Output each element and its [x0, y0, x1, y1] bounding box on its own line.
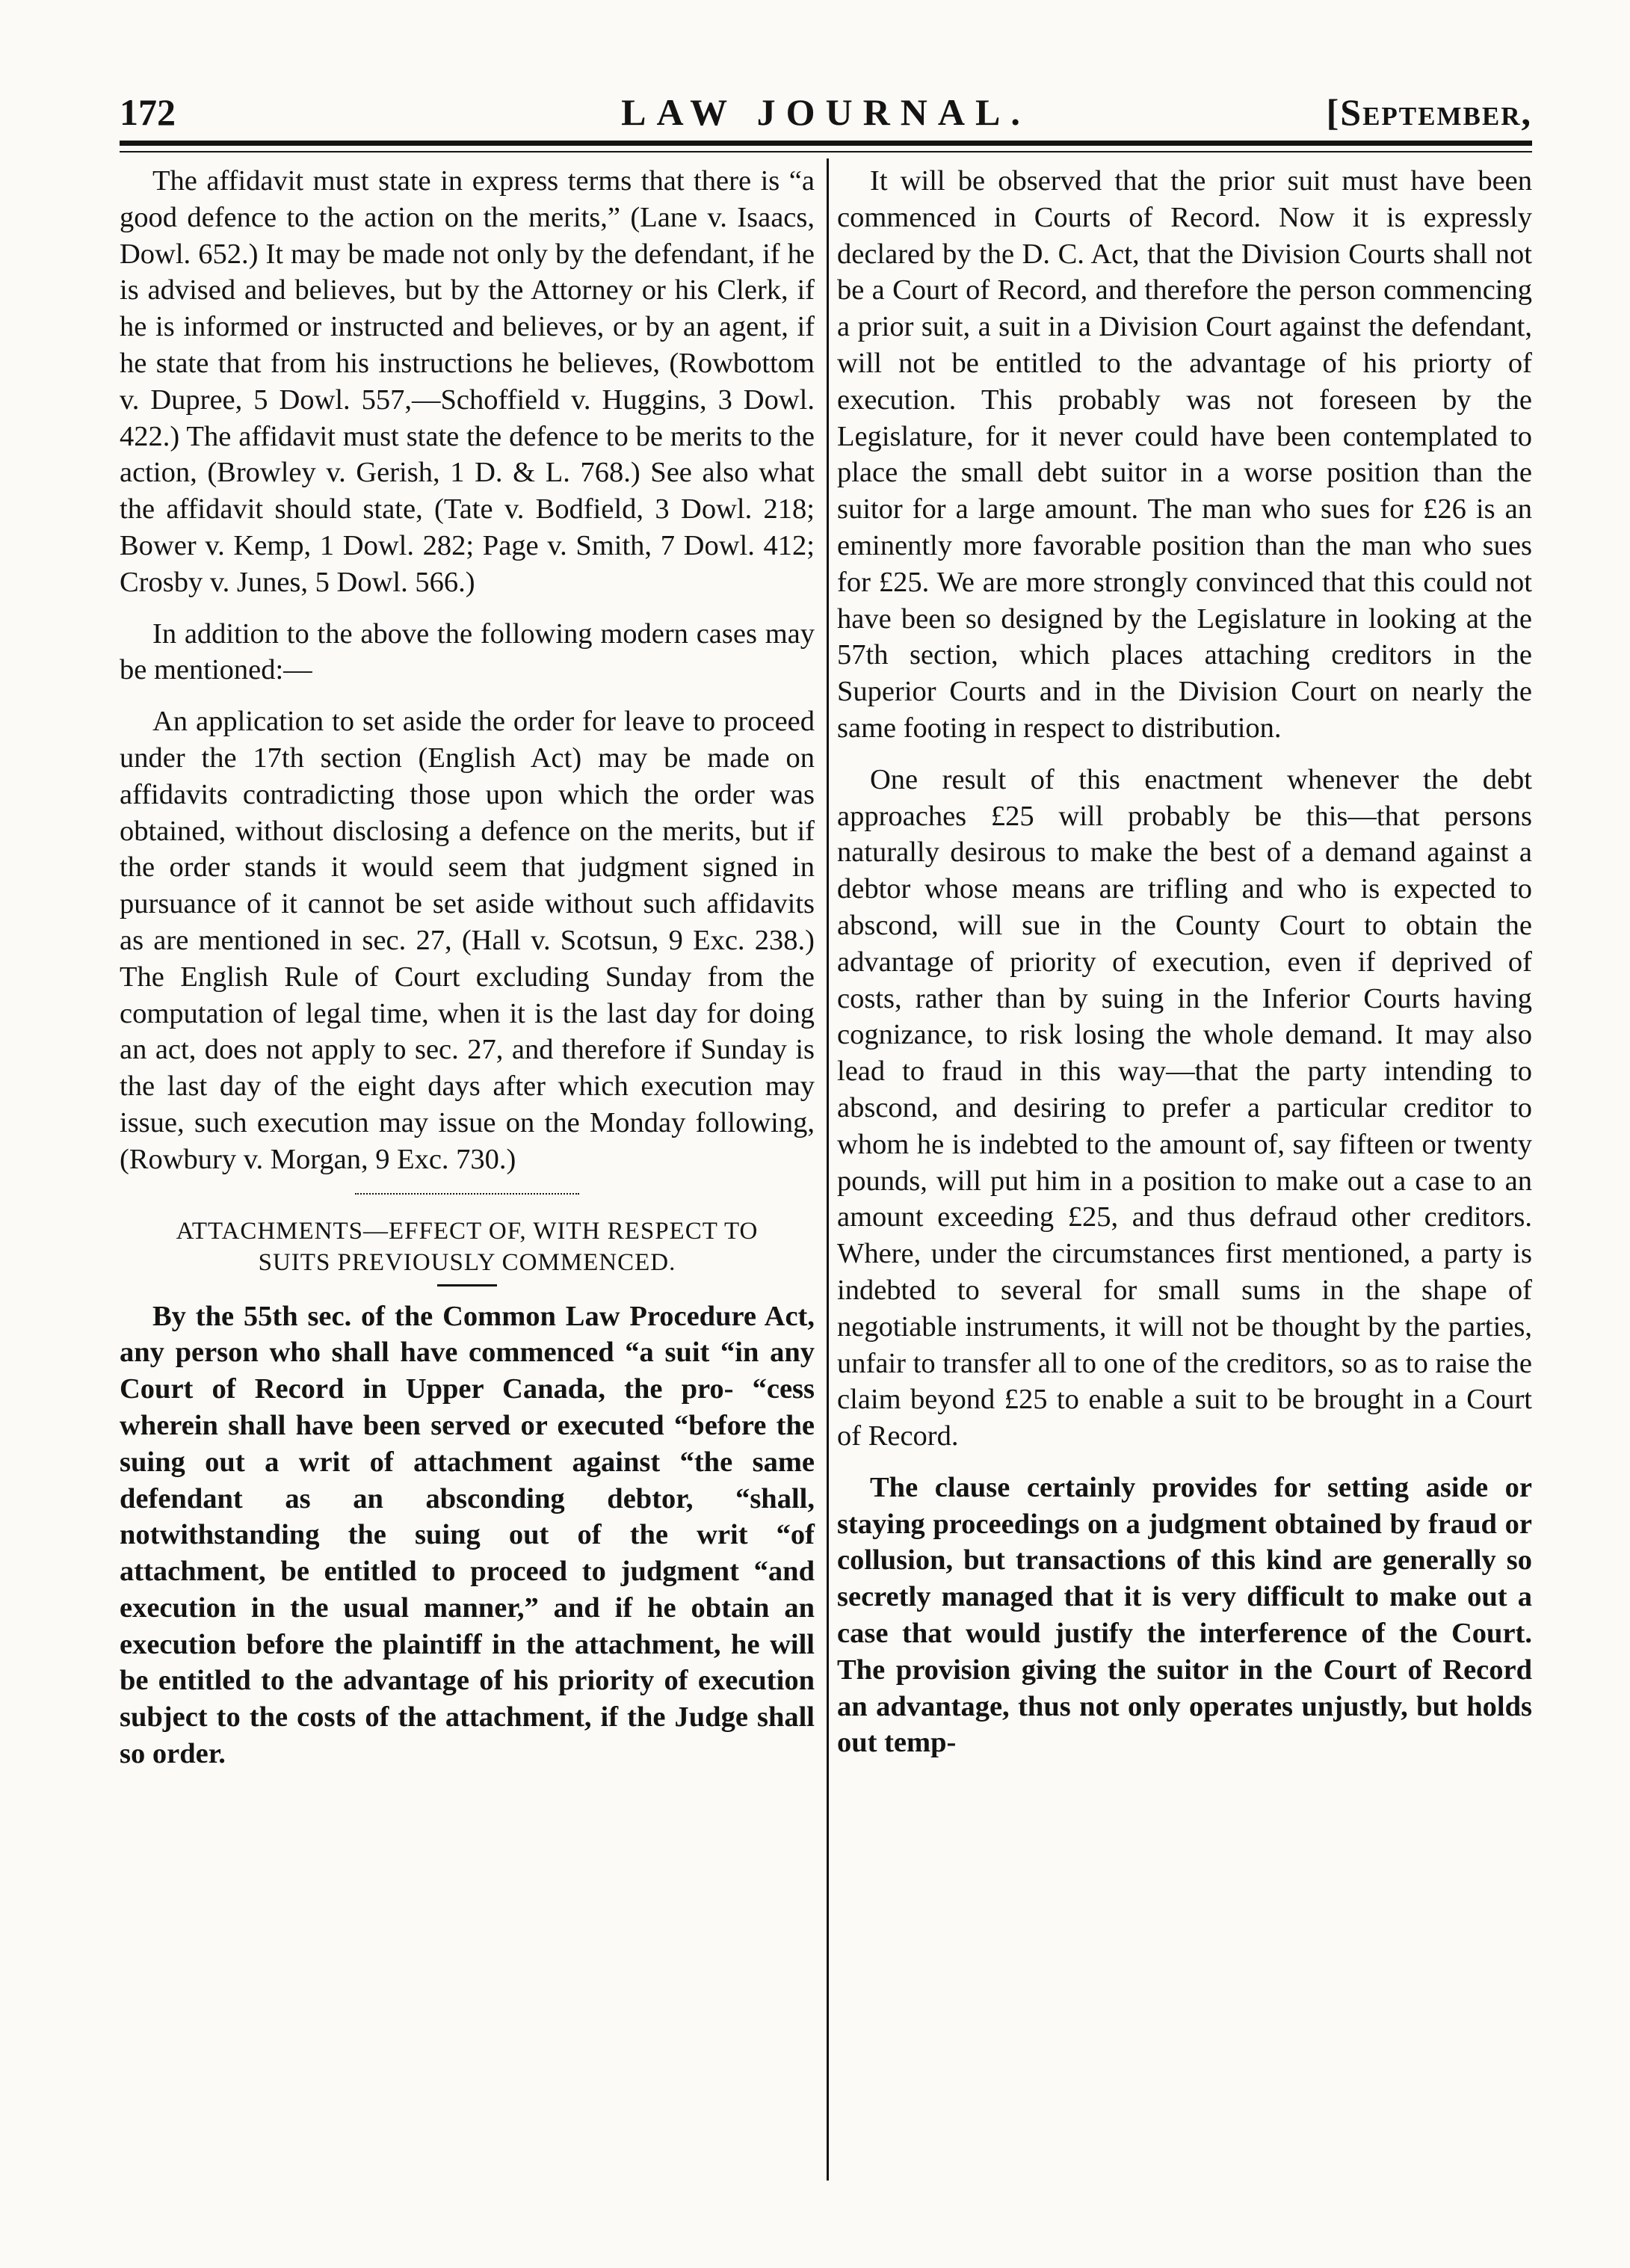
section-separator [355, 1193, 579, 1196]
paragraph-prior-suit: It will be observed that the prior suit must have been commenced in Courts of Record. Now it is expressly declared by the D. C. Act, that the Division Courts shall not be a Court of Record, and therefore the person commencing a prior suit, a suit in a Division Court against the defendant, will not be entitled to the advantage of his priorty of execution. This probably was not foreseen by the Legislature, for it never could have been contemplated to place the small debt suitor in a worse position than the suitor for a large amount. The man who sues for £26 is an eminently more favorable position than the man who sues for £25. We are more strongly convinced that this could not have been so designed by the Legislature in looking at the 57th section, which places attaching creditors in the Superior Courts and in the Division Court on nearly the same footing in respect to distribution. [837, 165, 1532, 744]
journal-title: LAW JOURNAL. [621, 91, 1031, 133]
paragraph-enactment-result: One result of this enactment whenever the debt approaches £25 will probably be this—that persons naturally desirous to make the best of a demand against a debtor whose means are trifling and who is expected to abscond, will sue in the County Court to obtain the advantage of priority of execution, even if deprived of costs, rather than by suing in the Inferior Courts having cognizance, to risk losing the whole demand. It may also lead to fraud in this way—that the party intending to abscond, and desiring to prefer a particular creditor to whom he is indebted to the amount of, say fifteen or twenty pounds, will put him in a position to make out a case to an amount exceeding £25, and thus defraud other creditors. Where, under the circumstances first mentioned, a party is indebted to several for small sums in the shape of negotiable instruments, it will not be thought by the parties, unfair to transfer all to one of the creditors, so as to raise the claim beyond £25 to enable a suit to be brought in a Court of Record. [837, 763, 1532, 1452]
header-rule-thick [120, 141, 1532, 146]
left-column [120, 163, 815, 1787]
section-heading [120, 1215, 815, 1278]
paragraph-attachments: By the 55th sec. of the Common Law Procedure Act, any person who shall have commenced “a suit “in any Court of Record in Upper Canada, the pro- “cess wherein shall have been served or executed “before the suing out a writ of attachment against “the same defendant as an absconding debtor, “shall, notwithstanding the suing out of the writ “of attachment, be entitled to proceed to judgment “and execution in the usual manner,” and if he obtain an execution before the plaintiff in the attachment, he will be entitled to the advantage of his priority of execution subject to the costs of the attachment, if the Judge shall so order. [120, 1300, 815, 1770]
header-month: [September, [1326, 91, 1532, 133]
paragraph-modern-cases: In addition to the above the following modern cases may be mentioned:— [120, 617, 815, 686]
heading-underline [437, 1284, 497, 1286]
running-header [120, 82, 1532, 142]
right-column [837, 163, 1532, 1776]
paragraph-affidavit: The affidavit must state in express terms that there is “a good defence to the action on the merits,” (Lane v. Isaacs, Dowl. 652.) It may be made not only by the defendant, if he is advised and believes, but by the Attorney or his Clerk, if he is informed or instructed and believes, or by an agent, if he state that from his instructions he believes, (Rowbottom v. Dupree, 5 Dowl. 557,—Schoffield v. Huggins, 3 Dowl. 422.) The affidavit must state the defence to be merits to the action, (Browley v. Gerish, 1 D. & L. 768.) See also what the affidavit should state, (Tate v. Bodfield, 3 Dowl. 218; Bower v. Kemp, 1 Dowl. 282; Page v. Smith, 7 Dowl. 412; Crosby v. Junes, 5 Dowl. 566.) [120, 165, 815, 598]
header-rule-thin [120, 151, 1532, 152]
paragraph-clause: The clause certainly provides for setting aside or staying proceedings on a judgment obtained by fraud or collusion, but transactions of this kind are generally so secretly managed that it is very difficult to make out a case that would justify the interference of the Court. The provision giving the suitor in the Court of Record an advantage, thus not only operates unjustly, but holds out temp- [837, 1471, 1532, 1759]
section-heading-line2: SUITS PREVIOUSLY COMMENCED. [258, 1248, 676, 1276]
column-divider [827, 158, 829, 2181]
paragraph-set-aside: An application to set aside the order for leave to proceed under the 17th section (English Act) may be made on affidavits contradicting those upon which the order was obtained, without disclosing a defence on the merits, but if the order stands it would seem that judgment signed in pursuance of it cannot be set aside without such affidavits as are mentioned in sec. 27, (Hall v. Scotsun, 9 Exc. 238.) The English Rule of Court excluding Sunday from the computation of legal time, when it is the last day for doing an act, does not apply to sec. 27, and therefore if Sunday is the last day of the eight days after which execution may issue, such execution may issue on the Monday following, (Rowbury v. Morgan, 9 Exc. 730.) [120, 706, 815, 1175]
section-heading-line1: ATTACHMENTS—EFFECT OF, WITH RESPECT TO [176, 1217, 759, 1245]
page-number: 172 [120, 91, 176, 133]
